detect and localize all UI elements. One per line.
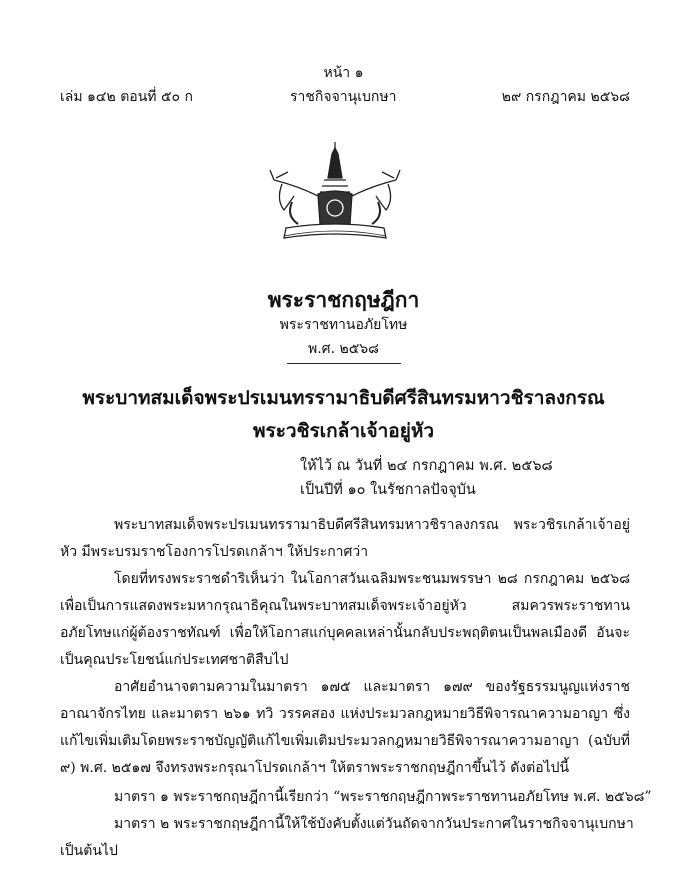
reasoning-paragraph: โดยที่ทรงพระราชดำริเห็นว่า ในโอกาสวันเฉลิมพระชนมพรรษา ๒๘ กรกฎาคม ๒๕๖๘ เพื่อเป็นการแสดงพระมหากรุณาธิคุณในพระบาทสมเด็จพระเจ้าอยู่หัว สมควรพระราชทานอภัยโทษแก่ผู้ต้องราชทัณฑ์ เพื่อให้โอกาสแก่บุคคลเหล่านั้นกลับประพฤติตนเป็นพลเมืองดี อันจะเป็นคุณประโยชน์แก่ประเทศชาติสืบไป (60, 571, 630, 668)
preamble-paragraph: พระบาทสมเด็จพระปรเมนทรรามาธิบดีศรีสินทรมหาวชิราลงกรณ พระวชิรเกล้าเจ้าอยู่หัว มีพระบรมราชโองการโปรดเกล้าฯ ให้ประกาศว่า (60, 517, 630, 560)
article-1: มาตรา ๑ พระราชกฤษฎีกานี้เรียกว่า “พระราชกฤษฎีกาพระราชทานอภัยโทษ พ.ศ. ๒๕๖๘” (114, 789, 652, 805)
article-2-line-1: มาตรา ๒ พระราชกฤษฎีกานี้ให้ใช้บังคับตั้งแต่วันถัดจากวันประกาศในราชกิจจานุเบกษา (114, 816, 634, 832)
king-title-line-2: พระวชิรเกล้าเจ้าอยู่หัว (252, 420, 435, 442)
given-date: ให้ไว้ ณ วันที่ ๒๔ กรกฎาคม พ.ศ. ๒๕๖๘ (300, 458, 553, 474)
reign-year: เป็นปีที่ ๑๐ ในรัชกาลปัจจุบัน (300, 482, 476, 498)
decree-subtitle: พระราชทานอภัยโทษ (279, 317, 408, 333)
gazette-name: ราชกิจจานุเบกษา (290, 89, 397, 105)
page-number: หน้า ๑ (323, 65, 364, 81)
royal-garuda-emblem-icon (268, 140, 402, 250)
article-2-line-2: เป็นต้นไป (60, 843, 118, 859)
volume-issue: เล่ม ๑๔๒ ตอนที่ ๕๐ ก (60, 89, 194, 105)
authority-paragraph: อาศัยอำนาจตามความในมาตรา ๑๗๕ และมาตรา ๑๗๙ ของรัฐธรรมนูญแห่งราชอาณาจักรไทย และมาตรา ๒๖๑ ทวิ วรรคสอง แห่งประมวลกฎหมายวิธีพิจารณาความอาญา ซึ่งแก้ไขเพิ่มเติมโดยพระราชบัญญัติแก้ไขเพิ่มเติมประมวลกฎหมายวิธีพิจารณาความอาญา (ฉบับที่ ๙) พ.ศ. ๒๕๑๗ จึงทรงพระกรุณาโปรดเกล้าฯ ให้ตราพระราชกฤษฎีกาขึ้นไว้ ดังต่อไปนี้ (60, 679, 630, 776)
decree-year: พ.ศ. ๒๕๖๘ (308, 341, 379, 357)
king-title-line-1: พระบาทสมเด็จพระปรเมนทรรามาธิบดีศรีสินทรมหาวชิราลงกรณ (82, 387, 605, 409)
decree-title: พระราชกฤษฎีกา (267, 287, 420, 312)
gazette-date: ๒๙ กรกฎาคม ๒๕๖๘ (501, 89, 630, 105)
divider-line (287, 363, 401, 364)
